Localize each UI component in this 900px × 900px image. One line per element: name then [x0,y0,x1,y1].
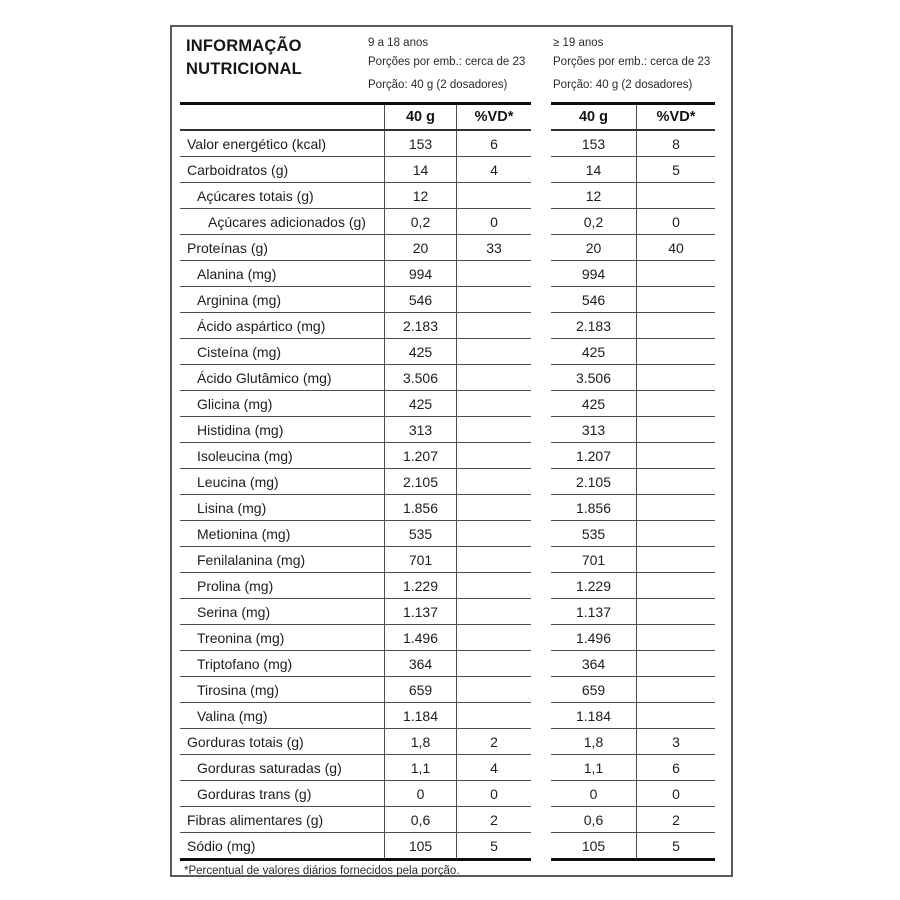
group2-qty-value: 425 [551,391,637,416]
group1-dv-value [457,365,531,390]
row-group2-segment [551,183,715,209]
group1-qty-value: 1.137 [385,599,457,624]
group2-qty-value: 659 [551,677,637,702]
table-body [180,131,715,861]
group2-qty-value: 0,2 [551,209,637,234]
group2-qty-value: 364 [551,651,637,676]
group1-qty-value: 1.496 [385,625,457,650]
group2-dv-value: 8 [672,135,680,152]
group1-dv-value [457,625,531,650]
group2-dv-value [637,625,715,650]
nutrient-label: Isoleucina (mg) [180,443,385,468]
group1-qty-value: 313 [385,417,457,442]
row-group2-segment [551,521,715,547]
group1-qty-value: 425 [385,339,457,364]
row-group2-segment [551,625,715,651]
group2-qty-value: 1.207 [551,443,637,468]
row-group2-segment [551,677,715,703]
group2-qty-value: 701 [551,547,637,572]
group1-qty-value: 0,2 [385,209,457,234]
nutrient-label: Leucina (mg) [180,469,385,494]
table-row [180,651,715,677]
group2-qty-value: 313 [551,417,637,442]
title-line-2: NUTRICIONAL [186,60,302,78]
row-group2-segment [551,781,715,807]
row-group2-segment [551,833,715,861]
group2-qty-value: 2.105 [551,469,637,494]
table-row [180,781,715,807]
table-row [180,807,715,833]
row-group1-segment [180,391,531,417]
column-gap [531,547,551,573]
row-group2-segment [551,131,715,157]
nutrition-label-box [170,25,733,877]
row-group1-segment [180,469,531,495]
group2-dv-value [637,183,715,208]
nutrient-label: Gorduras saturadas (g) [180,755,385,780]
table-row [180,339,715,365]
group2-qty-value: 1.496 [551,625,637,650]
group1-qty-value: 2.105 [385,469,457,494]
group2-qty-value: 0 [551,781,637,806]
column-gap [531,495,551,521]
column-gap [531,157,551,183]
group2-qty-value: 105 [551,833,637,858]
group1-qty-value: 1,8 [385,729,457,754]
group1-dv-value: 5 [490,837,498,854]
column-gap [531,313,551,339]
table-row [180,313,715,339]
nutrient-label: Ácido aspártico (mg) [180,313,385,338]
nutrient-label: Arginina (mg) [180,287,385,312]
group2-qty-value: 1.229 [551,573,637,598]
group2-dv-value [637,573,715,598]
group2-dv-value: 40 [668,239,684,256]
nutrient-label: Alanina (mg) [180,261,385,286]
group1-dv-value [457,703,531,728]
column-gap [531,417,551,443]
group1-qty-value: 105 [385,833,457,858]
group2-qty-value: 994 [551,261,637,286]
group2-qty-value: 535 [551,521,637,546]
header-group1-dv: %VD* [474,109,514,125]
group2-dv-value: 5 [672,837,680,854]
group1-dv-value [457,183,531,208]
group1-qty-value: 0 [385,781,457,806]
group2-qty-value: 2.183 [551,313,637,338]
group1-dv-value: 4 [490,759,498,776]
header-group2-qty: 40 g [551,105,637,129]
nutrient-label: Ácido Glutâmico (mg) [180,365,385,390]
group2-dv-value: 6 [672,759,680,776]
title-line-1: INFORMAÇÃO [186,37,302,55]
group2-qty-value: 1,8 [551,729,637,754]
header-group1-qty: 40 g [385,105,457,129]
row-group1-segment [180,131,531,157]
header-group2-dv: %VD* [656,109,696,125]
row-group2-segment [551,443,715,469]
group1-qty-value: 2.183 [385,313,457,338]
group2-dv-value: 0 [672,785,680,802]
group2-qty-value: 20 [551,235,637,260]
group2-qty-value: 1.137 [551,599,637,624]
age-group-1-serving: Porção: 40 g (2 dosadores) [368,79,508,91]
age-group-1-label: 9 a 18 anos [368,37,429,49]
nutrition-title [186,35,302,81]
column-gap [531,521,551,547]
group1-qty-value: 659 [385,677,457,702]
row-group1-segment [180,651,531,677]
nutrient-label: Valor energético (kcal) [180,131,385,156]
header-empty-cell [180,105,385,129]
group1-qty-value: 0,6 [385,807,457,832]
row-group1-segment [180,729,531,755]
row-group1-segment [180,365,531,391]
group2-dv-value [637,391,715,416]
table-row [180,391,715,417]
group2-dv-value [637,469,715,494]
nutrient-label: Gorduras totais (g) [180,729,385,754]
group2-qty-value: 14 [551,157,637,182]
column-gap [531,209,551,235]
group1-dv-value [457,261,531,286]
table-row [180,625,715,651]
nutrient-label: Histidina (mg) [180,417,385,442]
row-group1-segment [180,573,531,599]
daily-values-footnote: *Percentual de valores diários fornecidos pela porção. [184,865,460,877]
row-group2-segment [551,703,715,729]
nutrition-table [180,102,715,861]
group1-dv-value: 33 [486,239,502,256]
group1-dv-value [457,547,531,572]
column-gap [531,469,551,495]
column-gap [531,573,551,599]
table-header-row [180,102,715,131]
row-group1-segment [180,703,531,729]
group1-qty-value: 535 [385,521,457,546]
table-row [180,131,715,157]
nutrient-label: Glicina (mg) [180,391,385,416]
group1-qty-value: 546 [385,287,457,312]
row-group2-segment [551,235,715,261]
group2-qty-value: 12 [551,183,637,208]
group1-qty-value: 1.229 [385,573,457,598]
group1-dv-value [457,339,531,364]
column-gap [531,131,551,157]
nutrient-label: Sódio (mg) [180,833,385,858]
row-group1-segment [180,417,531,443]
row-group2-segment [551,469,715,495]
row-group2-segment [551,547,715,573]
group1-qty-value: 425 [385,391,457,416]
table-row [180,755,715,781]
column-gap [531,703,551,729]
table-row [180,469,715,495]
group2-dv-value: 5 [672,161,680,178]
group1-qty-value: 1.184 [385,703,457,728]
nutrient-label: Tirosina (mg) [180,677,385,702]
row-group2-segment [551,417,715,443]
group2-qty-value: 1.184 [551,703,637,728]
group2-dv-value [637,495,715,520]
nutrient-label: Treonina (mg) [180,625,385,650]
nutrient-label: Carboidratos (g) [180,157,385,182]
table-row [180,417,715,443]
group2-dv-value [637,287,715,312]
group1-qty-value: 1.207 [385,443,457,468]
row-group1-segment [180,287,531,313]
header-group1-segment [180,102,531,131]
table-row [180,521,715,547]
age-group-1-info [368,34,525,95]
nutrient-label: Cisteína (mg) [180,339,385,364]
column-gap [531,651,551,677]
group2-dv-value [637,339,715,364]
group1-dv-value [457,417,531,442]
table-row [180,547,715,573]
group1-dv-value [457,573,531,598]
nutrient-label: Fenilalanina (mg) [180,547,385,572]
nutrient-label: Fibras alimentares (g) [180,807,385,832]
table-row [180,235,715,261]
column-gap [531,677,551,703]
column-gap [531,781,551,807]
group1-dv-value [457,391,531,416]
group1-dv-value [457,287,531,312]
row-group1-segment [180,313,531,339]
group2-dv-value [637,599,715,624]
age-group-2-info [553,34,710,95]
row-group1-segment [180,235,531,261]
nutrient-label: Açúcares adicionados (g) [180,209,385,234]
group1-dv-value: 0 [490,213,498,230]
nutrient-label: Prolina (mg) [180,573,385,598]
group1-qty-value: 3.506 [385,365,457,390]
row-group1-segment [180,495,531,521]
group2-dv-value [637,651,715,676]
nutrient-label: Serina (mg) [180,599,385,624]
column-gap [531,287,551,313]
group1-dv-value [457,313,531,338]
row-group2-segment [551,495,715,521]
nutrient-label: Metionina (mg) [180,521,385,546]
row-group1-segment [180,807,531,833]
column-gap [531,755,551,781]
nutrient-label: Açúcares totais (g) [180,183,385,208]
nutrient-label: Gorduras trans (g) [180,781,385,806]
row-group2-segment [551,261,715,287]
group2-dv-value [637,365,715,390]
group2-qty-value: 0,6 [551,807,637,832]
row-group2-segment [551,599,715,625]
group1-dv-value: 0 [490,785,498,802]
row-group2-segment [551,287,715,313]
group1-dv-value [457,495,531,520]
column-gap [531,729,551,755]
table-row [180,677,715,703]
group2-qty-value: 1,1 [551,755,637,780]
column-gap [531,833,551,861]
row-group2-segment [551,209,715,235]
table-row [180,703,715,729]
group2-dv-value [637,547,715,572]
row-group2-segment [551,729,715,755]
group2-dv-value [637,703,715,728]
column-gap [531,625,551,651]
group2-qty-value: 425 [551,339,637,364]
row-group1-segment [180,547,531,573]
group1-qty-value: 1,1 [385,755,457,780]
nutrient-label: Lisina (mg) [180,495,385,520]
group2-dv-value [637,417,715,442]
table-row [180,183,715,209]
group1-qty-value: 20 [385,235,457,260]
group1-dv-value [457,651,531,676]
nutrient-label: Valina (mg) [180,703,385,728]
group1-dv-value [457,599,531,624]
group2-dv-value [637,313,715,338]
group2-dv-value [637,521,715,546]
group2-dv-value [637,677,715,702]
row-group2-segment [551,391,715,417]
column-gap [531,261,551,287]
column-gap [531,443,551,469]
group1-dv-value [457,469,531,494]
table-row [180,833,715,861]
group2-dv-value: 3 [672,733,680,750]
group1-dv-value [457,521,531,546]
row-group1-segment [180,521,531,547]
table-row [180,599,715,625]
column-gap [531,807,551,833]
table-row [180,287,715,313]
header-group2-segment [551,102,715,131]
column-gap [531,365,551,391]
row-group1-segment [180,625,531,651]
group1-dv-value: 2 [490,733,498,750]
group1-dv-value: 6 [490,135,498,152]
row-group1-segment [180,209,531,235]
group1-dv-value: 4 [490,161,498,178]
table-row [180,365,715,391]
group2-qty-value: 3.506 [551,365,637,390]
row-group1-segment [180,183,531,209]
group1-dv-value [457,443,531,468]
group2-qty-value: 1.856 [551,495,637,520]
group1-qty-value: 994 [385,261,457,286]
table-row [180,209,715,235]
row-group2-segment [551,339,715,365]
group2-dv-value [637,443,715,468]
age-group-2-portions: Porções por emb.: cerca de 23 [553,56,711,68]
group2-dv-value [637,261,715,286]
group1-dv-value: 2 [490,811,498,828]
column-gap [531,599,551,625]
age-group-2-label: ≥ 19 anos [553,37,604,49]
column-gap [531,183,551,209]
group1-qty-value: 153 [385,131,457,156]
row-group2-segment [551,755,715,781]
group1-qty-value: 701 [385,547,457,572]
group2-dv-value: 2 [672,811,680,828]
group1-qty-value: 364 [385,651,457,676]
row-group1-segment [180,261,531,287]
group1-qty-value: 1.856 [385,495,457,520]
nutrient-label: Proteínas (g) [180,235,385,260]
group1-dv-value [457,677,531,702]
row-group1-segment [180,755,531,781]
group2-dv-value: 0 [672,213,680,230]
row-group1-segment [180,833,531,861]
column-gap [531,235,551,261]
table-row [180,729,715,755]
row-group2-segment [551,573,715,599]
group1-qty-value: 12 [385,183,457,208]
row-group1-segment [180,781,531,807]
row-group2-segment [551,313,715,339]
group1-qty-value: 14 [385,157,457,182]
row-group2-segment [551,807,715,833]
table-row [180,261,715,287]
table-row [180,157,715,183]
row-group1-segment [180,599,531,625]
row-group2-segment [551,651,715,677]
row-group2-segment [551,365,715,391]
column-gap [531,391,551,417]
row-group1-segment [180,339,531,365]
table-row [180,573,715,599]
column-gap [531,102,551,131]
nutrient-label: Triptofano (mg) [180,651,385,676]
group2-qty-value: 153 [551,131,637,156]
row-group1-segment [180,677,531,703]
age-group-2-serving: Porção: 40 g (2 dosadores) [553,79,693,91]
row-group1-segment [180,157,531,183]
row-group1-segment [180,443,531,469]
row-group2-segment [551,157,715,183]
age-group-1-portions: Porções por emb.: cerca de 23 [368,56,526,68]
table-row [180,495,715,521]
column-gap [531,339,551,365]
table-row [180,443,715,469]
group2-qty-value: 546 [551,287,637,312]
